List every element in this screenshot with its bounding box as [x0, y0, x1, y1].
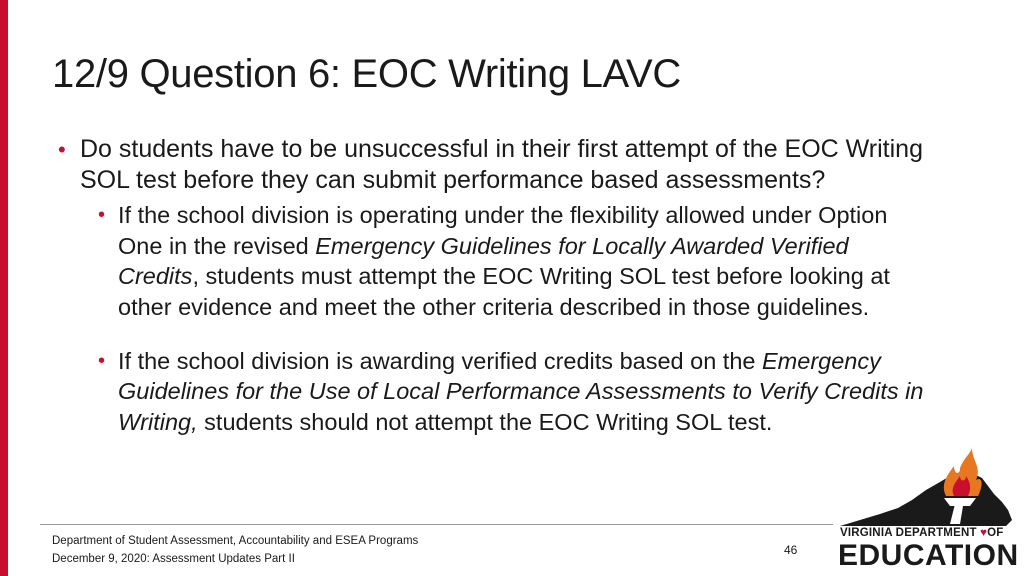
- sub-bullet-1-guideline-title: Emergency Guidelines for Locally Awarded Verified Credits: [118, 232, 849, 289]
- bullet-dot-icon: •: [58, 137, 66, 162]
- sub-bullet-2-pre: If the school division is awarding verified credits based on the: [118, 347, 762, 374]
- bullet-question: [56, 134, 936, 196]
- vdoe-logo: [836, 440, 1019, 576]
- footer-department: Department of Student Assessment, Accountability and ESEA Programs: [52, 535, 419, 547]
- footer-date: December 9, 2020: Assessment Updates Part II: [52, 553, 295, 565]
- sub-bullet-option-one: [56, 200, 936, 322]
- sub-bullet-performance-assessments: [56, 346, 936, 438]
- page-number: 46: [784, 543, 798, 557]
- sub-bullet-1-pre: If the school division is operating under the flexibility allowed under Option One in the revised: [118, 202, 888, 259]
- sub-bullet-1-post: , students must attempt the EOC Writing SOL test before looking at other evidence and meet the other criteria described in those guidelines.: [118, 263, 890, 320]
- slide-title: 12/9 Question 6: EOC Writing LAVC: [52, 52, 681, 96]
- heart-icon: ♥: [980, 527, 988, 539]
- sub-bullet-2-post: students should not attempt the EOC Writing SOL test.: [197, 408, 773, 435]
- bullet-question-text: Do students have to be unsuccessful in their first attempt of the EOC Writing SOL test before they can submit performance based assessments?: [80, 135, 923, 194]
- bullet-dot-icon: •: [98, 204, 106, 226]
- footer-divider: [40, 524, 833, 525]
- left-accent-bar: [0, 0, 8, 576]
- virginia-torch-logo-icon: [836, 440, 1016, 540]
- slide-content: [56, 134, 936, 461]
- sub-bullet-2-guideline-title: Emergency Guidelines for the Use of Local Performance Assessments to Verify Credits in Writing,: [118, 347, 924, 435]
- bullet-dot-icon: •: [98, 349, 106, 372]
- logo-line-department: VIRGINIA DEPARTMENT ♥OF: [840, 527, 1004, 539]
- logo-line-education: EDUCATION: [838, 539, 1019, 572]
